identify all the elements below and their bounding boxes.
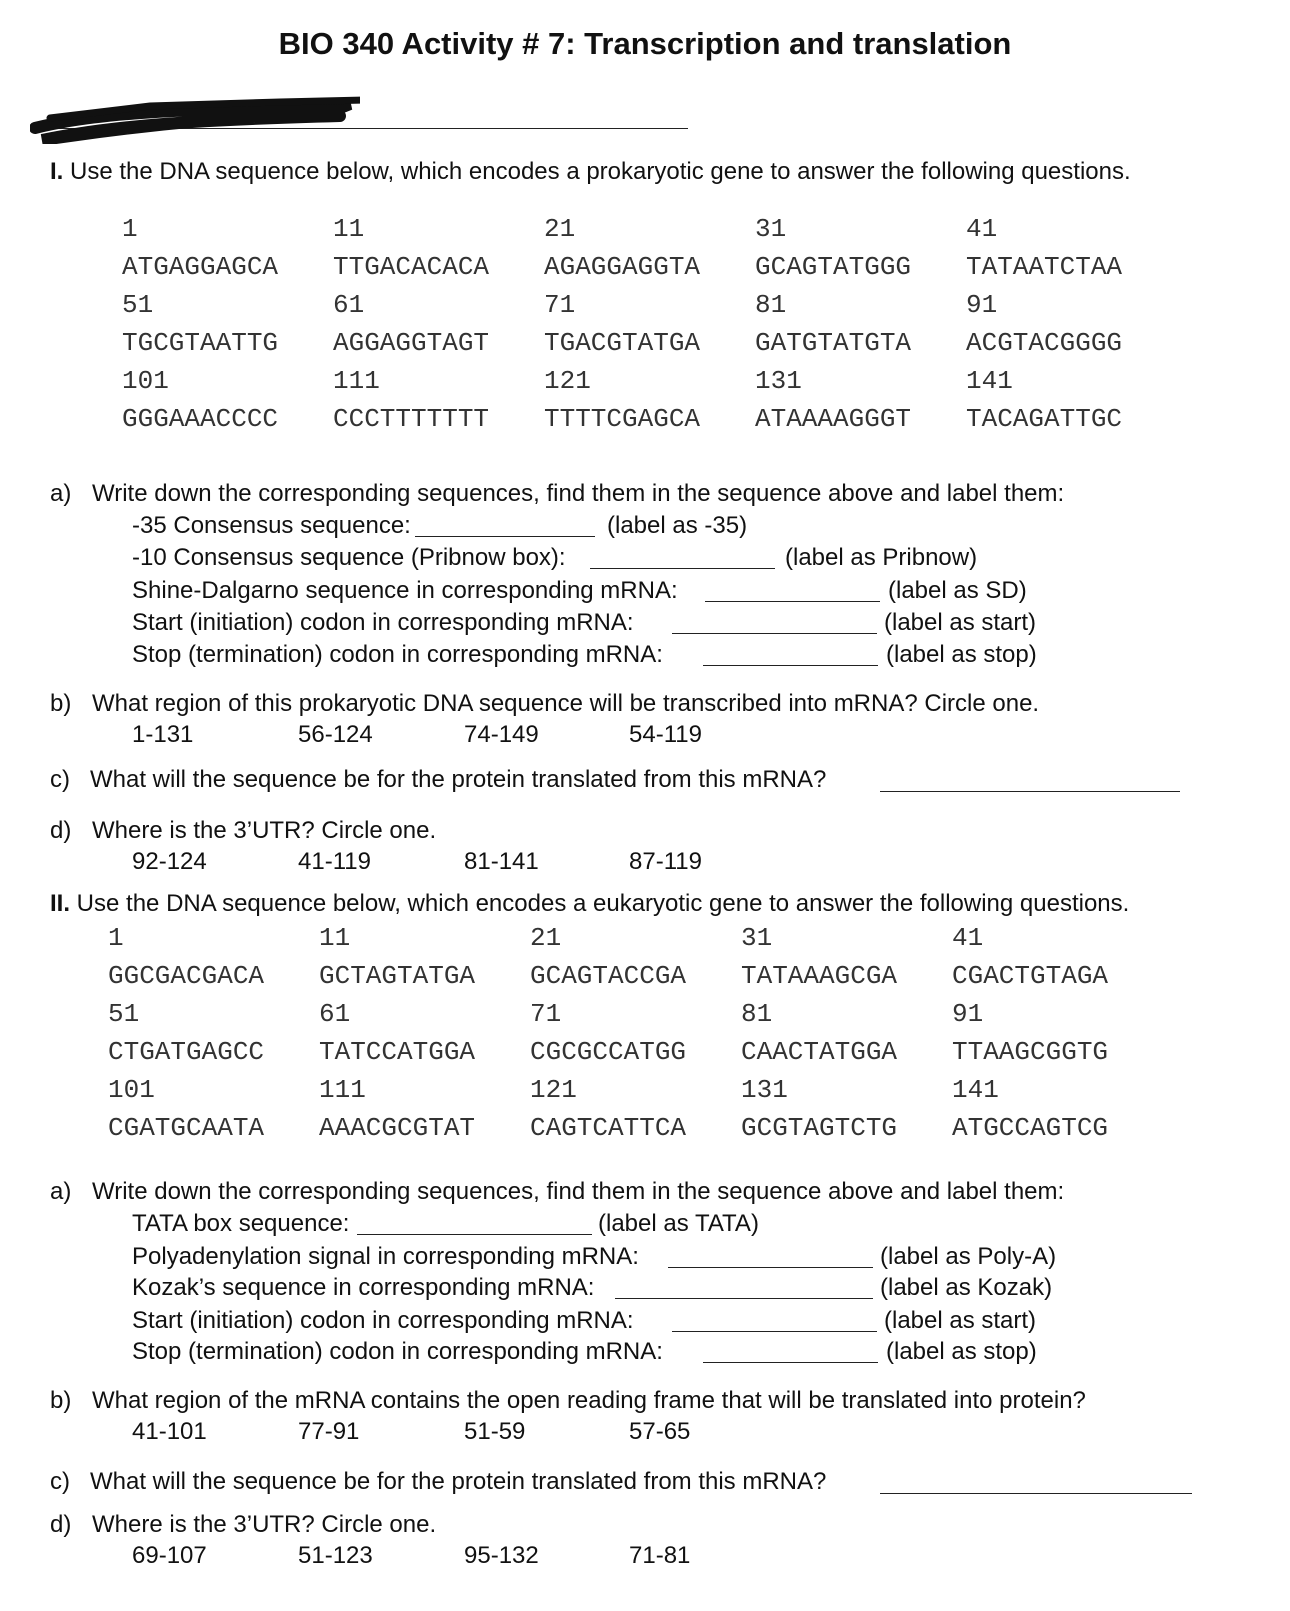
part1-a-item-start-label: Start (initiation) codon in corresponding mRNA:	[132, 609, 634, 636]
part1-question-b-text: What region of this prokaryotic DNA sequence will be transcribed into mRNA? Circle one.	[92, 690, 1040, 717]
part2-sequence-block: ATGCCAGTCG	[952, 1113, 1109, 1143]
part1-sequence-block: TGCGTAATTG	[122, 328, 279, 358]
part1-c-answer-line[interactable]	[880, 791, 1180, 792]
part1-a-item-35-label: -35 Consensus sequence:	[132, 512, 411, 539]
part1-position-number: 41	[966, 214, 998, 244]
part1-position-number: 141	[966, 366, 1013, 396]
part2-sequence-block: CGATGCAATA	[108, 1113, 265, 1143]
part2-question-a-text: Write down the corresponding sequences, find them in the sequence above and label them:	[92, 1178, 1065, 1205]
part2-position-number: 101	[108, 1075, 155, 1105]
part1-position-number: 11	[333, 214, 365, 244]
part2-a-item-polya-hint: (label as Poly-A)	[880, 1243, 1057, 1270]
part1-question-d-label: d)	[50, 817, 72, 844]
part2-sequence-block: CGACTGTAGA	[952, 961, 1109, 991]
part1-sequence-block: TACAGATTGC	[966, 404, 1123, 434]
part2-c-answer-line[interactable]	[880, 1493, 1192, 1494]
part1-question-a-label: a)	[50, 480, 72, 507]
part2-a-item-kozak-label: Kozak’s sequence in corresponding mRNA:	[132, 1274, 595, 1301]
part2-position-number: 71	[530, 999, 562, 1029]
part2-sequence-block: AAACGCGTAT	[319, 1113, 476, 1143]
part1-sequence-block: CCCTTTTTTT	[333, 404, 490, 434]
part1-sequence-block: GGGAAACCCC	[122, 404, 279, 434]
part2-position-number: 41	[952, 923, 984, 953]
part2-a-item-kozak-hint: (label as Kozak)	[880, 1274, 1053, 1301]
part1-a-item-stop-hint: (label as stop)	[886, 641, 1037, 668]
part2-a-item-polya-label: Polyadenylation signal in corresponding mRNA:	[132, 1243, 639, 1270]
part2-a-item-stop-label: Stop (termination) codon in corresponding mRNA:	[132, 1338, 663, 1365]
part2-a-item-tata-label: TATA box sequence:	[132, 1210, 350, 1237]
part1-a-item-sd-label: Shine-Dalgarno sequence in corresponding mRNA:	[132, 577, 678, 604]
part2-sequence-block: CGCGCCATGG	[530, 1037, 687, 1067]
part1-a-item-10-answer[interactable]	[590, 568, 775, 569]
part1-position-number: 101	[122, 366, 169, 396]
part2-d-option[interactable]: 95-132	[464, 1542, 539, 1569]
part1-sequence-block: GATGTATGTA	[755, 328, 912, 358]
part2-a-item-start-answer[interactable]	[672, 1331, 877, 1332]
part1-a-item-35-answer[interactable]	[415, 536, 595, 537]
part1-position-number: 1	[122, 214, 138, 244]
part1-position-number: 131	[755, 366, 802, 396]
part2-question-a-label: a)	[50, 1178, 72, 1205]
part1-heading-number: I.	[50, 158, 64, 185]
part2-position-number: 21	[530, 923, 562, 953]
part2-b-option[interactable]: 51-59	[464, 1418, 526, 1445]
part2-question-b-label: b)	[50, 1387, 72, 1414]
part2-position-number: 91	[952, 999, 984, 1029]
part2-question-b-text: What region of the mRNA contains the open reading frame that will be translated into protein?	[92, 1387, 1086, 1414]
part2-sequence-block: TTAAGCGGTG	[952, 1037, 1109, 1067]
part1-a-item-sd-hint: (label as SD)	[888, 577, 1027, 604]
part1-position-number: 81	[755, 290, 787, 320]
part1-a-item-stop-answer[interactable]	[703, 665, 878, 666]
part2-sequence-block: CTGATGAGCC	[108, 1037, 265, 1067]
part1-sequence-block: TGACGTATGA	[544, 328, 701, 358]
part2-heading-number: II.	[50, 890, 71, 917]
part1-a-item-35-hint: (label as -35)	[607, 512, 748, 539]
part2-question-c-label: c)	[50, 1468, 70, 1495]
part1-question-c-label: c)	[50, 766, 70, 793]
part1-b-option[interactable]: 56-124	[298, 721, 373, 748]
part1-question-a-text: Write down the corresponding sequences, find them in the sequence above and label them:	[92, 480, 1065, 507]
part1-position-number: 21	[544, 214, 576, 244]
part2-a-item-start-label: Start (initiation) codon in corresponding mRNA:	[132, 1307, 634, 1334]
part2-sequence-block: CAACTATGGA	[741, 1037, 898, 1067]
part2-a-item-stop-hint: (label as stop)	[886, 1338, 1037, 1365]
redaction-scribble	[30, 96, 360, 144]
part1-sequence-block: AGAGGAGGTA	[544, 252, 701, 282]
part2-b-option[interactable]: 41-101	[132, 1418, 207, 1445]
part1-a-item-start-answer[interactable]	[672, 633, 877, 634]
part2-sequence-block: GCAGTACCGA	[530, 961, 687, 991]
part1-position-number: 31	[755, 214, 787, 244]
part2-question-d-label: d)	[50, 1511, 72, 1538]
part1-sequence-block: ATGAGGAGCA	[122, 252, 279, 282]
part1-heading-text: Use the DNA sequence below, which encodes a prokaryotic gene to answer the following questions.	[63, 158, 1131, 185]
part2-position-number: 51	[108, 999, 140, 1029]
part2-position-number: 81	[741, 999, 773, 1029]
part2-question-d-text: Where is the 3’UTR? Circle one.	[92, 1511, 437, 1538]
part1-position-number: 71	[544, 290, 576, 320]
part1-d-option[interactable]: 87-119	[629, 848, 702, 875]
part2-b-option[interactable]: 57-65	[629, 1418, 691, 1445]
part1-position-number: 61	[333, 290, 365, 320]
part2-position-number: 11	[319, 923, 351, 953]
part2-d-option[interactable]: 51-123	[298, 1542, 373, 1569]
part2-sequence-block: GCTAGTATGA	[319, 961, 476, 991]
part1-a-item-sd-answer[interactable]	[705, 601, 880, 602]
part2-sequence-block: GGCGACGACA	[108, 961, 265, 991]
part2-position-number: 141	[952, 1075, 999, 1105]
part1-sequence-block: TTGACACACA	[333, 252, 490, 282]
part2-position-number: 131	[741, 1075, 788, 1105]
part2-position-number: 1	[108, 923, 124, 953]
part1-question-d-text: Where is the 3’UTR? Circle one.	[92, 817, 437, 844]
part1-a-item-start-hint: (label as start)	[884, 609, 1037, 636]
part2-a-item-kozak-answer[interactable]	[615, 1298, 873, 1299]
part1-b-option[interactable]: 1-131	[132, 721, 194, 748]
part1-sequence-block: ACGTACGGGG	[966, 328, 1123, 358]
part2-position-number: 121	[530, 1075, 577, 1105]
part1-heading	[50, 158, 1131, 186]
part2-position-number: 111	[319, 1075, 366, 1105]
part2-d-option[interactable]: 71-81	[629, 1542, 691, 1569]
part2-position-number: 61	[319, 999, 351, 1029]
part1-b-option[interactable]: 54-119	[629, 721, 702, 748]
part2-a-item-stop-answer[interactable]	[703, 1362, 878, 1363]
part1-a-item-10-label: -10 Consensus sequence (Pribnow box):	[132, 544, 566, 571]
part2-d-option[interactable]: 69-107	[132, 1542, 207, 1569]
part1-position-number: 91	[966, 290, 998, 320]
part1-d-option[interactable]: 92-124	[132, 848, 207, 875]
part2-question-c-text: What will the sequence be for the protein translated from this mRNA?	[90, 1468, 827, 1495]
part2-a-item-tata-hint: (label as TATA)	[598, 1210, 759, 1237]
part1-sequence-block: TATAATCTAA	[966, 252, 1123, 282]
part2-sequence-block: GCGTAGTCTG	[741, 1113, 898, 1143]
part1-b-option[interactable]: 74-149	[464, 721, 539, 748]
part2-sequence-block: TATCCATGGA	[319, 1037, 476, 1067]
part1-position-number: 51	[122, 290, 154, 320]
part2-sequence-block: TATAAAGCGA	[741, 961, 898, 991]
part2-heading-text: Use the DNA sequence below, which encodes a eukaryotic gene to answer the following questions.	[70, 890, 1130, 917]
part1-d-option[interactable]: 41-119	[298, 848, 371, 875]
part2-b-option[interactable]: 77-91	[298, 1418, 360, 1445]
page-title: BIO 340 Activity # 7: Transcription and translation	[278, 26, 1012, 61]
part1-question-b-label: b)	[50, 690, 72, 717]
part2-a-item-start-hint: (label as start)	[884, 1307, 1037, 1334]
part2-position-number: 31	[741, 923, 773, 953]
part2-a-item-polya-answer[interactable]	[668, 1267, 873, 1268]
part2-heading	[50, 890, 1129, 918]
part2-sequence-block: CAGTCATTCA	[530, 1113, 687, 1143]
part1-sequence-block: ATAAAAGGGT	[755, 404, 912, 434]
part1-d-option[interactable]: 81-141	[464, 848, 539, 875]
part1-sequence-block: GCAGTATGGG	[755, 252, 912, 282]
part1-a-item-10-hint: (label as Pribnow)	[785, 544, 978, 571]
part1-a-item-stop-label: Stop (termination) codon in corresponding mRNA:	[132, 641, 663, 668]
part1-sequence-block: AGGAGGTAGT	[333, 328, 490, 358]
part1-position-number: 111	[333, 366, 380, 396]
part1-question-c-text: What will the sequence be for the protein translated from this mRNA?	[90, 766, 827, 793]
part1-sequence-block: TTTTCGAGCA	[544, 404, 701, 434]
part1-position-number: 121	[544, 366, 591, 396]
part2-a-item-tata-answer[interactable]	[357, 1234, 592, 1235]
